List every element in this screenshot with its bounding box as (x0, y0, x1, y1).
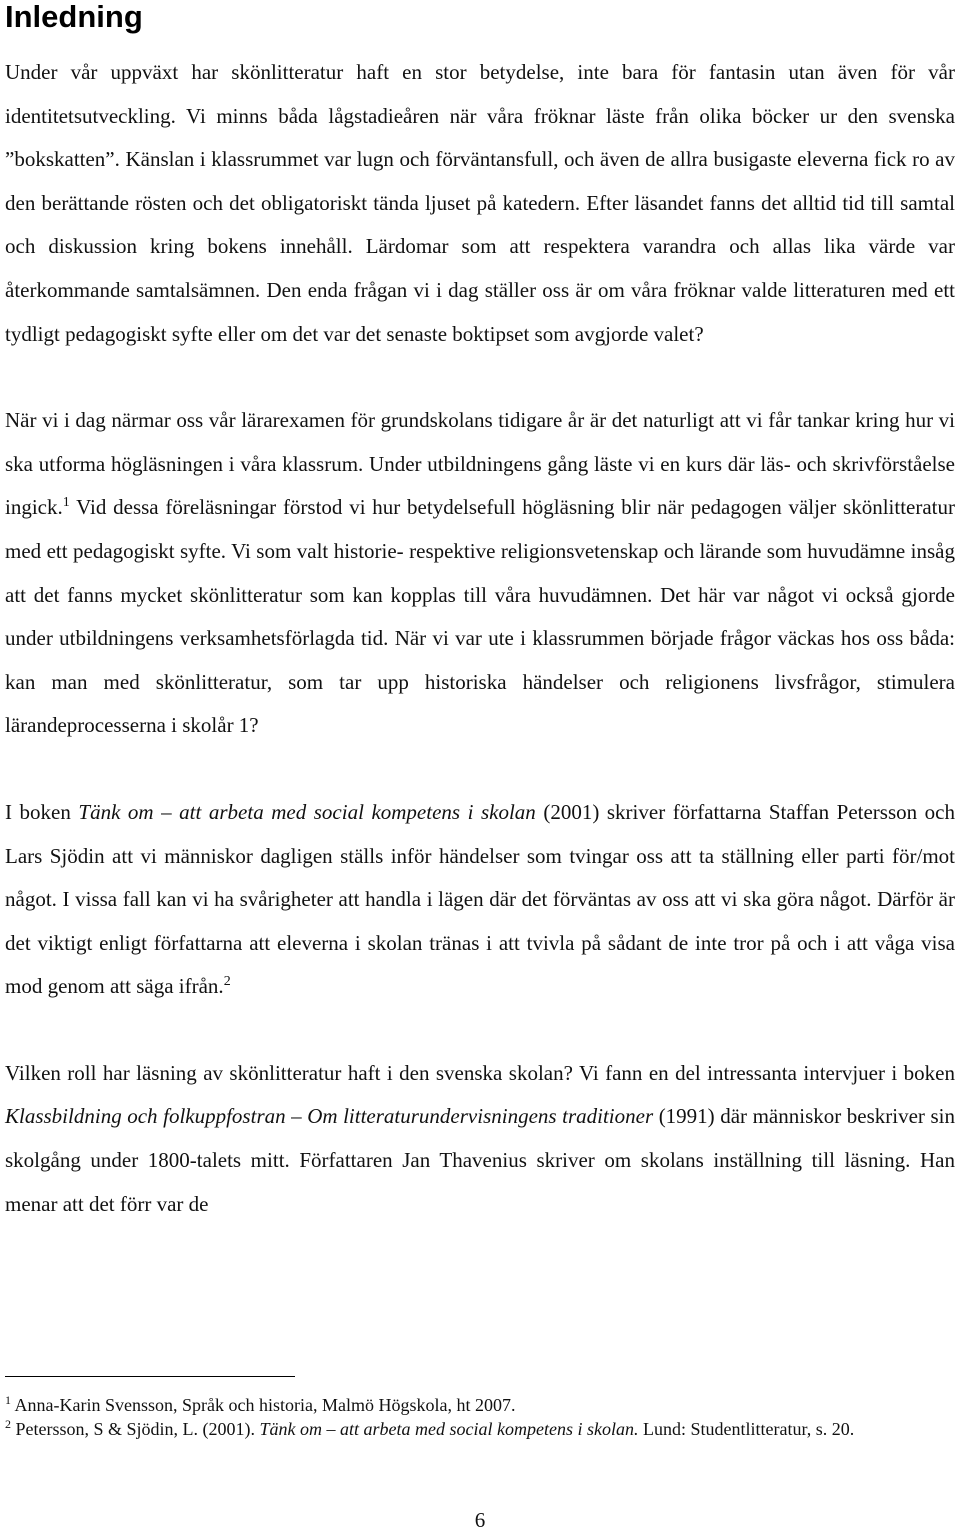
section-heading: Inledning (5, 0, 143, 34)
book-title-klassbildning: Klassbildning och folkuppfostran – Om litteraturundervisningens traditioner (5, 1104, 654, 1129)
footnote-2 (5, 1417, 955, 1441)
footnote-2-number: 2 (5, 1417, 11, 1431)
paragraph-1-text: Under vår uppväxt har skönlitteratur haft en stor betydelse, inte bara för fantasin utan även för vår identitetsutveckling. Vi minns båda lågstadieåren när våra fröknar läste från olika böcker ur den svenska ”bokskatten”. Känslan i klassrummet var lugn och förväntansfull, och även de allra busigaste eleverna fick ro av den berättande rösten och det obligatoriskt tända ljuset på katedern. Efter läsandet fanns det alltid tid till samtal och diskussion kring bokens innehåll. Lärdomar som att respektera varandra och allas lika värde var återkommande samtalsämnen. Den enda frågan vi i dag ställer oss är om våra fröknar valde litteraturen med ett tydligt pedagogiskt syfte eller om det var det senaste boktipset som avgjorde valet? (5, 60, 955, 346)
paragraph-1 (5, 51, 955, 356)
paragraph-4-text-b: (1991) där människor beskriver sin skolgång under 1800-talets mitt. Författaren Jan Thavenius skriver om skolans inställning till läsning. Han menar att det förr var de (5, 1104, 955, 1216)
paragraph-3-text-b: (2001) skriver författarna Staffan Petersson och Lars Sjödin att vi människor dagligen ställs inför händelser som tvingar oss att ta ställning eller parti för/mot något. I vissa fall kan vi ha svårigheter att handla i lägen där det förväntas av oss att vi ska göra något. Därför är det viktigt enligt författarna att eleverna i skolan tränas i att tvivla på sådant de inte tror på och i att våga visa mod genom att säga ifrån. (5, 799, 955, 999)
paragraph-4-text-a: Vilken roll har läsning av skönlitteratur haft i den svenska skolan? Vi fann en del intressanta intervjuer i boken (5, 1060, 955, 1085)
paragraph-3 (5, 791, 955, 1009)
paragraph-2-text-a: När vi i dag närmar oss vår lärarexamen för grundskolans tidigare år är det naturligt att vi får tankar kring hur vi ska utforma högläsningen i våra klassrum. Under utbildningens gång läste vi en kurs där läs- och skrivförståelse ingick. (5, 408, 955, 520)
paragraph-4 (5, 1052, 955, 1226)
footnote-ref-1[interactable]: 1 (62, 495, 70, 511)
footnotes (5, 1376, 955, 1441)
footnote-2-title: Tänk om – att arbeta med social kompetens i skolan. (259, 1419, 639, 1439)
footnote-ref-2[interactable]: 2 (223, 974, 231, 990)
footnote-1-text: Anna-Karin Svensson, Språk och historia, Malmö Högskola, ht 2007. (11, 1395, 516, 1415)
book-title-tank-om: Tänk om – att arbeta med social kompetens i skolan (78, 799, 536, 824)
footnote-2-text-a: Petersson, S & Sjödin, L. (2001). (11, 1419, 260, 1439)
paragraph-2-text-b: Vid dessa föreläsningar förstod vi hur betydelsefull högläsning blir när pedagogen väljer skönlitteratur med ett pedagogiskt syfte. Vi som valt historie- respektive religionsvetenskap och lärande som huvudämne insåg att det fanns mycket skönlitteratur som kan kopplas till våra huvudämnen. Det här var något vi också gjorde under utbildningens verksamhetsförlagda tid. När vi var ute i klassrummen började frågor väckas hos oss båda: kan man med skönlitteratur, som tar upp historiska händelser och religionens livsfrågor, stimulera lärandeprocesserna i skolår 1? (5, 495, 955, 738)
footnote-1 (5, 1393, 955, 1417)
footnote-1-number: 1 (5, 1393, 11, 1407)
paragraph-3-text-a: I boken (5, 799, 79, 824)
footnote-2-text-b: Lund: Studentlitteratur, s. 20. (638, 1419, 855, 1439)
page-number: 6 (474, 1508, 486, 1532)
footnote-divider (5, 1376, 295, 1377)
document-page (5, 0, 955, 1226)
paragraph-2 (5, 399, 955, 748)
